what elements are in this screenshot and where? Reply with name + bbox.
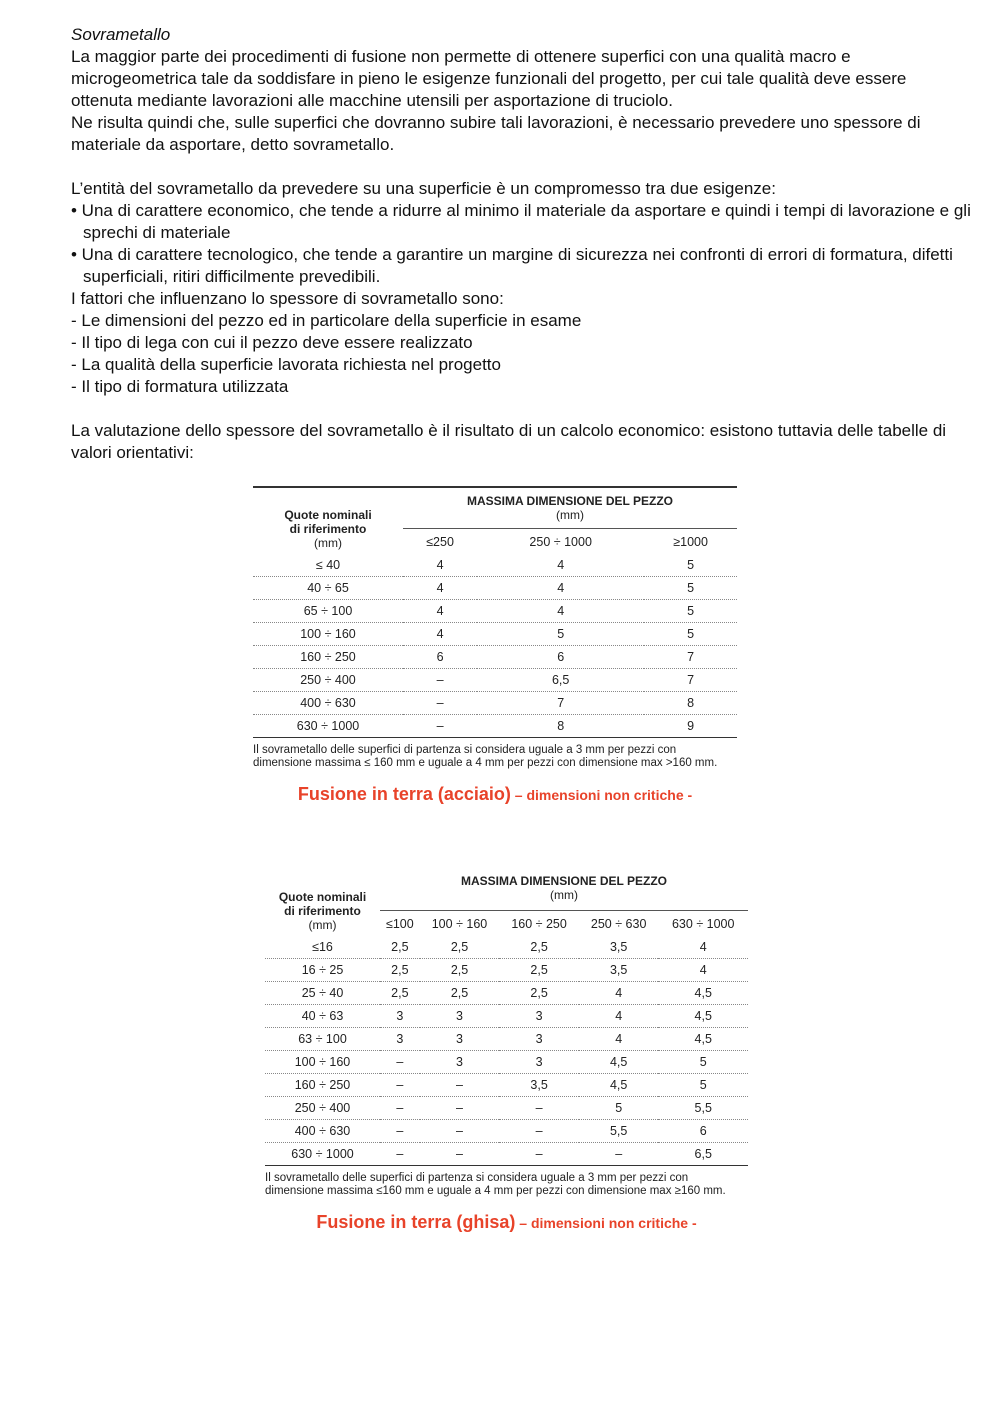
row-label-cell: 40 ÷ 63 [265,1005,380,1028]
section-title: Sovrametallo [71,25,171,44]
value-cell: – [499,1097,579,1120]
table-note: Il sovrametallo delle superfici di partenza si considera uguale a 3 mm per pezzi con dimensione massima ≤ 160 mm e uguale a 4 mm per pezzi con dimensione max >160 mm. [253,744,718,769]
value-cell: 4 [403,554,477,577]
table-row [253,600,737,623]
value-cell: 5,5 [579,1120,659,1143]
value-cell: 4,5 [658,1005,748,1028]
value-cell: 3,5 [499,1074,579,1097]
column-header: 160 ÷ 250 [511,917,567,931]
value-cell: 4,5 [579,1074,659,1097]
value-cell: 5 [658,1051,748,1074]
value-cell: 4 [477,554,644,577]
value-cell: – [380,1051,420,1074]
list-item: - Il tipo di formatura utilizzata [71,377,289,396]
value-cell: – [380,1143,420,1166]
value-cell: 5 [658,1074,748,1097]
column-header: 630 ÷ 1000 [671,917,735,931]
row-label-cell: 100 ÷ 160 [253,623,403,646]
paragraph: I fattori che influenzano lo spessore di sovrametallo sono: [71,289,504,308]
row-label-cell: 400 ÷ 630 [265,1120,380,1143]
value-cell: 6,5 [658,1143,748,1166]
row-header: Quote nominali di riferimento (mm) [284,508,372,550]
table-row [265,1051,748,1074]
table-row [265,1120,748,1143]
value-cell: 3 [420,1028,500,1051]
value-cell: 6 [658,1120,748,1143]
value-cell: 7 [644,669,737,692]
row-header: Quote nominali di riferimento (mm) [278,890,367,932]
value-cell: 5 [644,623,737,646]
paragraph: La maggior parte dei procedimenti di fusione non permette di ottenere superfici con una qualità macro e microgeometrica tale da soddisfare in pieno le esigenze funzionali del progetto, per cui tale qualità deve essere ottenuta mediante lavorazioni alle macchine utensili per asportazione di truciolo. [71,47,907,110]
value-cell: 5 [579,1097,659,1120]
value-cell: 6 [477,646,644,669]
value-cell: – [499,1143,579,1166]
row-label-cell: 160 ÷ 250 [265,1074,380,1097]
table-row [265,982,748,1005]
value-cell: 4,5 [658,982,748,1005]
value-cell: 2,5 [380,936,420,959]
table-caption: Fusione in terra (acciaio) – dimensioni non critiche - [297,784,693,804]
steel-allowance-table [253,486,737,805]
value-cell: 5 [644,577,737,600]
row-label-cell: 250 ÷ 400 [265,1097,380,1120]
value-cell: 3 [380,1028,420,1051]
table-row [265,959,748,982]
column-header: 250 ÷ 630 [590,917,647,931]
group-header: MASSIMA DIMENSIONE DEL PEZZO (mm) [380,870,748,911]
table-row [265,1143,748,1166]
row-label-cell: 100 ÷ 160 [265,1051,380,1074]
column-header: ≥1000 [673,535,708,549]
table-row [253,646,737,669]
column-header: 100 ÷ 160 [431,917,488,931]
value-cell: 3 [499,1051,579,1074]
value-cell: 7 [477,692,644,715]
cast-iron-allowance-table [265,870,748,1233]
value-cell: 6 [403,646,477,669]
bullet-item: • Una di carattere economico, che tende a ridurre al minimo il materiale da asportare e quindi i tempi di lavorazione e gli sprechi di materiale [71,201,971,242]
row-label-cell: 400 ÷ 630 [253,692,403,715]
paragraph: Ne risulta quindi che, sulle superfici che dovranno subire tali lavorazioni, è necessario prevedere uno spessore di materiale da asportare, detto sovrametallo. [71,113,921,154]
body-text [71,24,971,464]
value-cell: 4 [477,577,644,600]
paragraph: L’entità del sovrametallo da prevedere su una superficie è un compromesso tra due esigenze: [71,179,776,198]
value-cell: 6,5 [477,669,644,692]
table-row [253,554,737,577]
value-cell: – [403,692,477,715]
row-label-cell: 630 ÷ 1000 [253,715,403,738]
value-cell: 3 [420,1051,500,1074]
value-cell: 2,5 [420,959,500,982]
value-cell: 7 [644,646,737,669]
value-cell: – [403,715,477,738]
value-cell: – [420,1097,500,1120]
value-cell: – [420,1074,500,1097]
value-cell: – [499,1120,579,1143]
bullet-item: • Una di carattere tecnologico, che tende a garantire un margine di sicurezza nei confronti di errori di formatura, difetti superficiali, ritiri difficilmente prevedibili. [71,245,953,286]
list-item: - Le dimensioni del pezzo ed in particolare della superficie in esame [71,311,582,330]
list-item: - Il tipo di lega con cui il pezzo deve essere realizzato [71,333,473,352]
value-cell: 3 [420,1005,500,1028]
value-cell: 3 [499,1005,579,1028]
data-table [253,486,737,738]
row-label-cell: 65 ÷ 100 [253,600,403,623]
value-cell: 3,5 [579,936,659,959]
row-label-cell: 25 ÷ 40 [265,982,380,1005]
value-cell: 5 [477,623,644,646]
value-cell: 3 [499,1028,579,1051]
value-cell: 2,5 [420,982,500,1005]
table-row [265,1097,748,1120]
value-cell: 2,5 [499,982,579,1005]
table-row [265,1005,748,1028]
group-header: MASSIMA DIMENSIONE DEL PEZZO (mm) [403,487,737,529]
table-row [253,577,737,600]
row-label-cell: ≤ 40 [253,554,403,577]
row-label-cell: 630 ÷ 1000 [265,1143,380,1166]
value-cell: – [403,669,477,692]
column-header: ≤100 [386,917,414,931]
table-row [265,936,748,959]
row-label-cell: ≤16 [265,936,380,959]
value-cell: 4 [579,982,659,1005]
value-cell: 5 [644,554,737,577]
row-label-cell: 16 ÷ 25 [265,959,380,982]
row-label-cell: 40 ÷ 65 [253,577,403,600]
value-cell: 3,5 [579,959,659,982]
value-cell: – [579,1143,659,1166]
value-cell: 8 [477,715,644,738]
row-label-cell: 63 ÷ 100 [265,1028,380,1051]
value-cell: 4 [579,1005,659,1028]
value-cell: 4 [403,577,477,600]
table-row [253,623,737,646]
value-cell: 2,5 [380,982,420,1005]
value-cell: 2,5 [380,959,420,982]
value-cell: – [380,1074,420,1097]
value-cell: 5 [644,600,737,623]
value-cell: – [380,1097,420,1120]
value-cell: 4,5 [579,1051,659,1074]
value-cell: 3 [380,1005,420,1028]
value-cell: 4 [477,600,644,623]
table-note: Il sovrametallo delle superfici di partenza si considera uguale a 3 mm per pezzi con dimensione massima ≤160 mm e uguale a 4 mm per pezzi con dimensione max ≥160 mm. [265,1172,726,1197]
value-cell: 9 [644,715,737,738]
value-cell: 4 [658,959,748,982]
table-row [253,692,737,715]
table-caption: Fusione in terra (ghisa) – dimensioni non critiche - [316,1212,697,1232]
column-header: 250 ÷ 1000 [529,535,592,549]
value-cell: 8 [644,692,737,715]
value-cell: – [380,1120,420,1143]
value-cell: – [420,1143,500,1166]
value-cell: 4 [658,936,748,959]
column-header: ≤250 [426,535,454,549]
value-cell: – [420,1120,500,1143]
value-cell: 2,5 [499,936,579,959]
value-cell: 4 [403,600,477,623]
table-row [253,715,737,738]
row-label-cell: 160 ÷ 250 [253,646,403,669]
list-item: - La qualità della superficie lavorata richiesta nel progetto [71,355,501,374]
table-row [265,1074,748,1097]
value-cell: 2,5 [499,959,579,982]
row-label-cell: 250 ÷ 400 [253,669,403,692]
value-cell: 4,5 [658,1028,748,1051]
value-cell: 5,5 [658,1097,748,1120]
data-table [265,870,748,1166]
table-row [253,669,737,692]
value-cell: 4 [579,1028,659,1051]
table-row [265,1028,748,1051]
value-cell: 4 [403,623,477,646]
value-cell: 2,5 [420,936,500,959]
paragraph: La valutazione dello spessore del sovrametallo è il risultato di un calcolo economico: esistono tuttavia delle tabelle di valori orientativi: [71,421,947,462]
